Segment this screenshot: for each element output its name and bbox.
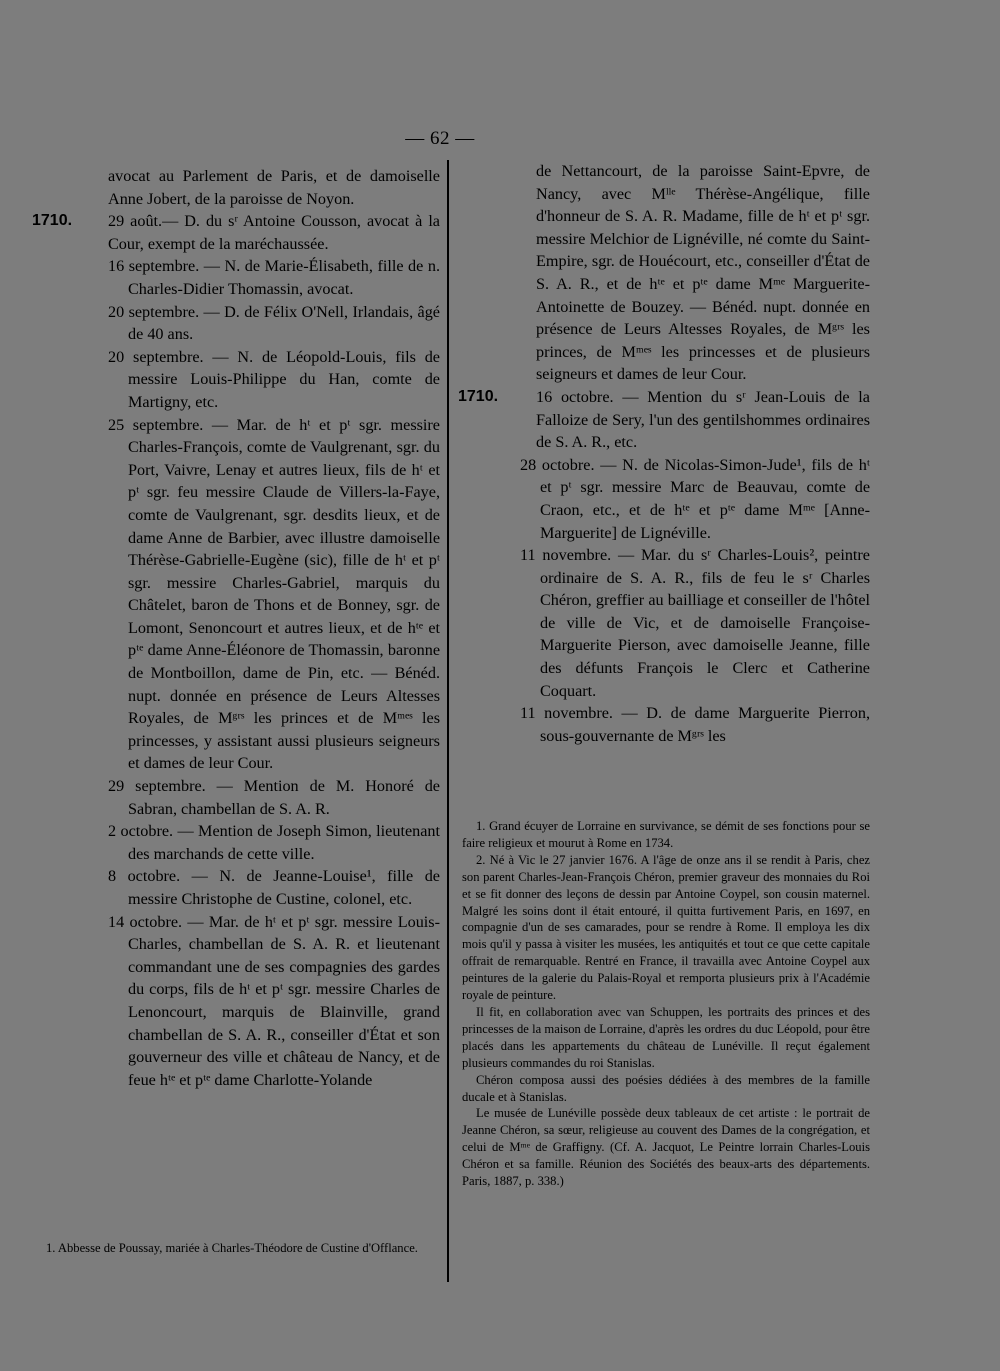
entry: [32, 301, 440, 346]
entry: [458, 386, 870, 454]
entry-text: avocat au Parlement de Paris, et de damoiselle Anne Jobert, de la paroisse de Noyon.: [108, 167, 440, 208]
year-label: 1710.: [32, 212, 73, 230]
entry-text: 29 septembre. — Mention de M. Honoré de Sabran, chambellan de S. A. R.: [108, 777, 440, 818]
entry: [458, 544, 870, 702]
entry-text: 20 septembre. — D. de Félix O'Nell, Irlandais, âgé de 40 ans.: [108, 302, 440, 344]
left-column: [32, 165, 440, 1091]
entry-text: de Nettancourt, de la paroisse Saint-Epvre, de Nancy, avec Mˡˡᵉ Thérèse-Angélique, fille d'honneur de S. A. R. Madame, fille de hᵗ et pᵗ sgr. messire Melchior de Lignéville, né comte du Saint-Empire, sgr. de Houécourt, etc., conseiller d'État de S. A. R., et de hᵗᵉ et pᵗᵉ dame Mᵐᵉ Marguerite-Antoinette de Bouzey. — Bénéd. nupt. donnée en présence de Leurs Altesses Royales, de Mᵍʳˢ les princes, de Mᵐᵉˢ les princesses et de plusieurs seigneurs et dames de leur Cour.: [536, 162, 870, 384]
footnote: 1. Grand écuyer de Lorraine en survivance, se démit de ses fonctions pour se faire religieux et mourut à Rome en 1734.: [462, 819, 870, 850]
year-label: 1710.: [458, 387, 499, 405]
footnote: Le musée de Lunéville possède deux tableaux de cet artiste : le portrait de Jeanne Chéron, sa sœur, religieuse au couvent des Dames de la congrégation, et celui de Mᵐᵉ de Graffigny. (Cf. A. Jacquot, Le Peintre lorrain Charles-Louis Chéron et sa famille. Réunion des Sociétés des beaux-arts des départements. Paris, 1887, p. 338.): [462, 1106, 870, 1189]
right-column: [458, 160, 870, 747]
right-footnotes: [462, 818, 870, 1190]
entry-text: 29 août.— D. du sʳ Antoine Cousson, avocat à la Cour, exempt de la maréchaussée.: [108, 212, 440, 253]
entry: [458, 454, 870, 544]
entry-text: 16 octobre. — Mention du sʳ Jean-Louis de la Falloize de Sery, l'un des gentilshommes ordinaires de S. A. R., etc.: [536, 387, 870, 452]
entry-text: 14 octobre. — Mar. de hᵗ et pᵗ sgr. messire Louis-Charles, chambellan de S. A. R. et lieutenant commandant une de ses compagnies des gardes du corps, fils de hᵗ et pᵗ sgr. messire Charles de Lenoncourt, marquis de Blainville, grand chambellan de S. A. R., conseiller d'État et son gouverneur des ville et château de Nancy, et de feue hᵗᵉ et pᵗᵉ dame Charlotte-Yolande: [108, 912, 440, 1089]
footnote: 2. Né à Vic le 27 janvier 1676. A l'âge de onze ans il se rendit à Paris, chez son parent Charles-Jean-François Chéron, premier graveur des monnaies du Roi et se fit donner des leçons de dessin par Antoine Coypel, son cousin maternel. Malgré les soins dont il était entouré, il quitta furtivement Paris, en 1697, en compagnie d'un de ses camarades, pour se rendre à Rome. Il employa les dix mois qu'il y passa à visiter les musées, les antiquités et tout ce que cette capitale offrait de remarquable. Rentré en France, il travailla avec Antoine Coypel aux peintures de la galerie du Palais-Royal et remporta plusieurs prix à l'Académie royale de peinture.: [462, 852, 870, 1003]
entry-text: 16 septembre. — N. de Marie-Élisabeth, fille de n. Charles-Didier Thomassin, avocat.: [108, 257, 440, 298]
entry-text: 8 octobre. — N. de Jeanne-Louise¹, fille de messire Christophe de Custine, colonel, etc.: [108, 867, 440, 908]
footnote: Il fit, en collaboration avec van Schuppen, les portraits des princes et des princesses de la maison de Lorraine, d'après les ordres du duc Léopold, pour être placés dans les appartements du château de Lunéville. Il reçut également plusieurs commandes du roi Stanislas.: [462, 1004, 870, 1070]
column-divider: [447, 160, 449, 1282]
entry: [32, 820, 440, 865]
entry: [32, 775, 440, 820]
entry: [32, 911, 440, 1092]
entry-text: 11 novembre. — Mar. du sʳ Charles-Louis², peintre ordinaire de S. A. R., fils de feu le sʳ Charles Chéron, greffier au bailliage et conseiller de l'hôtel de ville de Vic, et de damoiselle Françoise-Marguerite Pierson, avec damoiselle Jeanne, fille des défunts François le Clerc et Catherine Coquart.: [520, 546, 870, 700]
entry-text: 11 novembre. — D. de dame Marguerite Pierron, sous-gouvernante de Mᵍʳˢ les: [520, 704, 870, 745]
entry: [32, 210, 440, 255]
left-footnotes: [32, 1240, 440, 1257]
entry-text: 20 septembre. — N. de Léopold-Louis, fils de messire Louis-Philippe du Han, comte de Martigny, etc.: [108, 347, 440, 411]
entry-text: 28 octobre. — N. de Nicolas-Simon-Jude¹, fils de hᵗ et pᵗ sgr. messire Marc de Beauvau, comte de Craon, etc., et de hᵗᵉ et pᵗᵉ dame Mᵐᵉ [Anne-Marguerite] de Lignéville.: [520, 455, 870, 542]
page-number: — 62 —: [405, 128, 475, 149]
entry: [32, 255, 440, 300]
footnote: 1. Abbesse de Poussay, mariée à Charles-Théodore de Custine d'Offlance.: [46, 1241, 418, 1255]
entry-text: 2 octobre. — Mention de Joseph Simon, lieutenant des marchands de cette ville.: [108, 822, 440, 863]
entry: [458, 702, 870, 747]
entry: [32, 865, 440, 910]
entry: [32, 346, 440, 414]
footnote: Chéron composa aussi des poésies dédiées à des membres de la famille ducale et à Stanislas.: [462, 1072, 870, 1104]
entry: [32, 414, 440, 776]
entry-text: 25 septembre. — Mar. de hᵗ et pᵗ sgr. messire Charles-François, comte de Vaulgrenant, sgr. du Port, Vaivre, Lenay et autres lieux, fils de hᵗ et pᵗ sgr. feu messire Claude de Villers-la-Faye, comte de Vaulgrenant, sgr. desdits lieux, et de dame Anne de Barbier, avec illustre damoiselle Thérèse-Gabrielle-Eugène (sic), fille de hᵗ et pᵗ sgr. messire Charles-Gabriel, marquis du Châtelet, baron de Thons et de Bonney, sgr. de Lomont, Senoncourt et autres lieux, et de hᵗᵉ et pᵗᵉ dame Anne-Éléonore de Thomassin, baronne de Montboillon, dame de Pin, etc. — Bénéd. nupt. donnée en présence de Leurs Altesses Royales, de Mᵍʳˢ les princes et de Mᵐᵉˢ les princesses, y assistant aussi plusieurs seigneurs et dames de leur Cour.: [108, 415, 440, 773]
entry: [458, 160, 870, 386]
entry: [32, 165, 440, 210]
